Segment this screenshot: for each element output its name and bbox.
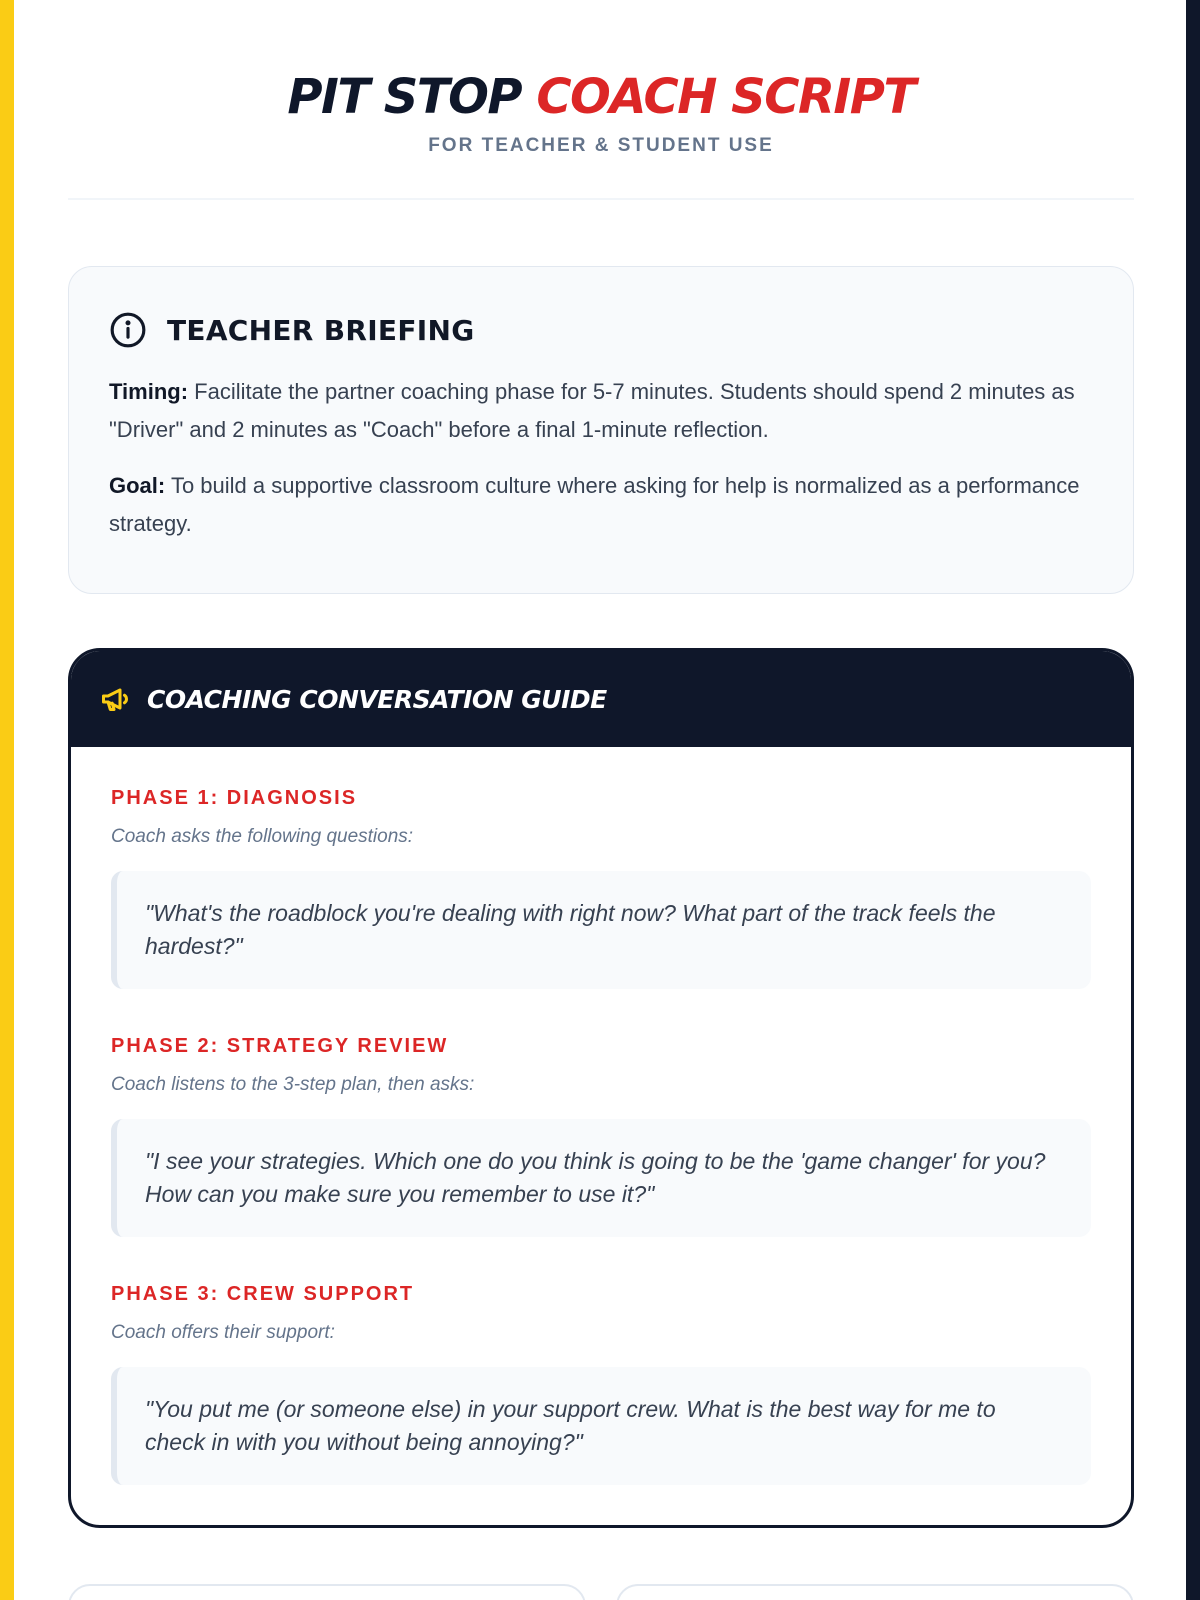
title-main: PIT STOP xyxy=(287,69,522,125)
coaching-guide-card xyxy=(68,648,1134,1528)
right-navy-stripe xyxy=(1186,0,1200,1600)
page-title xyxy=(68,66,1134,128)
teacher-briefing-card xyxy=(68,266,1134,594)
phase-instruction: Coach offers their support: xyxy=(111,1322,335,1343)
title-accent: COACH SCRIPT xyxy=(536,69,915,125)
goal-paragraph xyxy=(109,467,1093,543)
page-subtitle: FOR TEACHER & STUDENT USE xyxy=(428,135,774,156)
header-divider xyxy=(68,198,1134,200)
page-header xyxy=(68,0,1134,200)
bottom-card-left xyxy=(68,1584,586,1600)
bottom-cards-row xyxy=(68,1584,1134,1600)
left-yellow-stripe xyxy=(0,0,14,1600)
guide-title: COACHING CONVERSATION GUIDE xyxy=(147,684,607,714)
phase-quote: "You put me (or someone else) in your support crew. What is the best way for me to check in with you without being annoying?" xyxy=(111,1367,1091,1485)
bottom-card-right xyxy=(616,1584,1134,1600)
phase-quote: "What's the roadblock you're dealing with right now? What part of the track feels the hardest?" xyxy=(111,871,1091,989)
guide-body xyxy=(71,747,1131,1485)
page-content xyxy=(68,0,1134,1528)
timing-paragraph xyxy=(109,373,1093,449)
goal-text: To build a supportive classroom culture where asking for help is normalized as a performance strategy. xyxy=(109,473,1080,536)
phase-instruction: Coach asks the following questions: xyxy=(111,826,414,847)
guide-header xyxy=(71,651,1131,747)
phase-quote: "I see your strategies. Which one do you think is going to be the 'game changer' for you? How can you make sure you remember to use it?" xyxy=(111,1119,1091,1237)
phase-label: PHASE 1: DIAGNOSIS xyxy=(111,787,358,809)
timing-label: Timing: xyxy=(109,379,189,404)
briefing-header xyxy=(109,311,1093,349)
phase-2 xyxy=(111,1033,1091,1237)
goal-label: Goal: xyxy=(109,473,166,498)
phase-instruction: Coach listens to the 3-step plan, then asks: xyxy=(111,1074,475,1095)
phase-label: PHASE 2: STRATEGY REVIEW xyxy=(111,1035,449,1057)
phase-label: PHASE 3: CREW SUPPORT xyxy=(111,1283,415,1305)
phase-3 xyxy=(111,1281,1091,1485)
info-circle-icon xyxy=(109,311,147,349)
timing-text: Facilitate the partner coaching phase for 5-7 minutes. Students should spend 2 minutes as "Driver" and 2 minutes as "Coach" before a final 1-minute reflection. xyxy=(109,379,1075,442)
megaphone-icon xyxy=(99,681,135,717)
phase-1 xyxy=(111,785,1091,989)
briefing-title: TEACHER BRIEFING xyxy=(167,313,475,347)
